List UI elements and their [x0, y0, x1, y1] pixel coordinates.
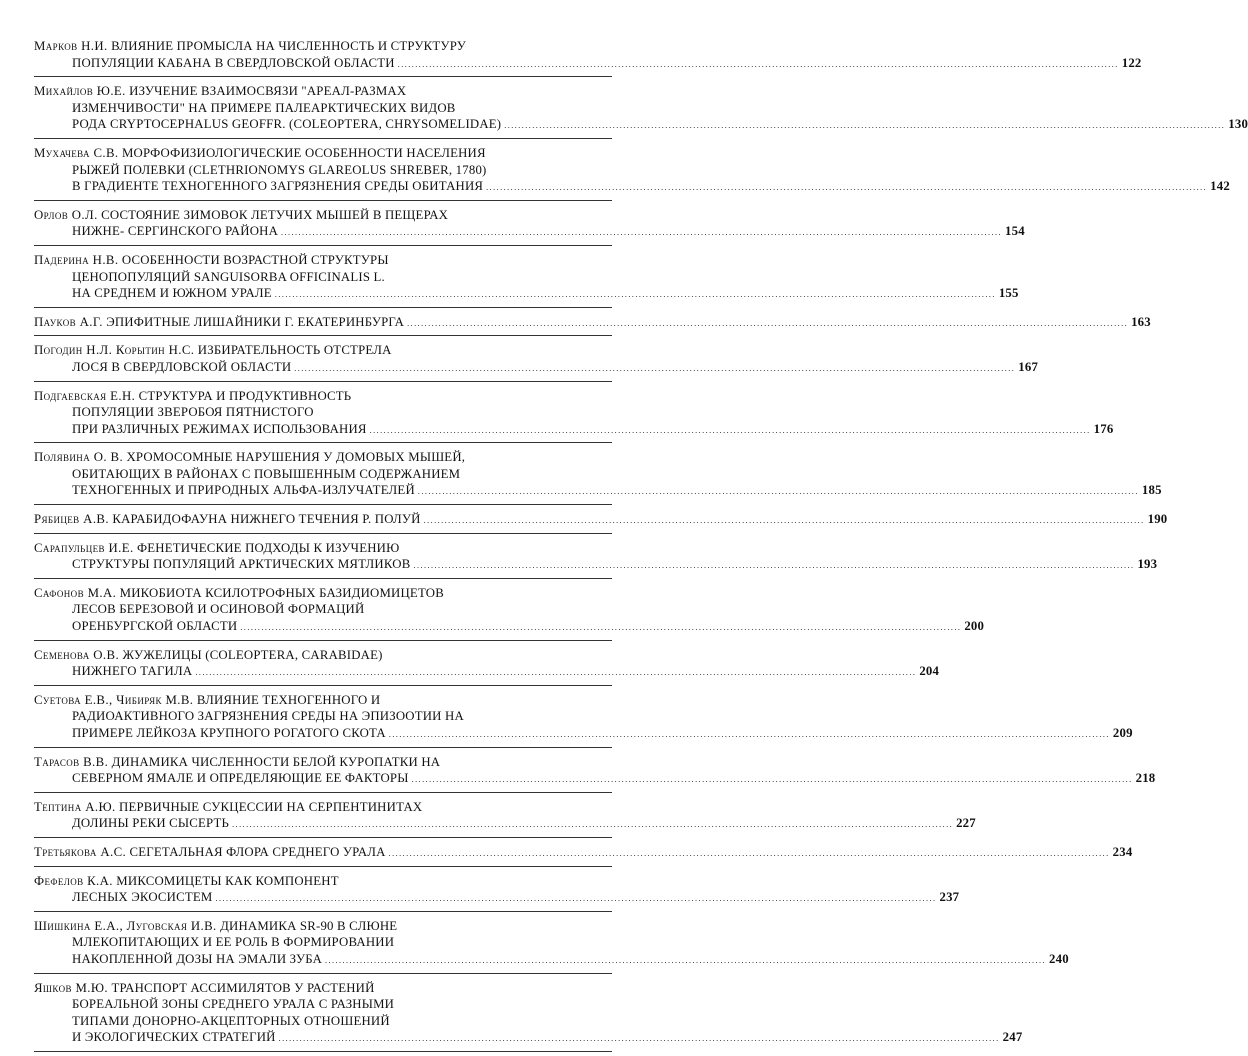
toc-entry-title-line: МОРФОФИЗИОЛОГИЧЕСКИЕ ОСОБЕННОСТИ НАСЕЛЕНИЯ — [121, 145, 486, 160]
toc-entry — [34, 645, 940, 686]
toc-entry-line — [34, 934, 612, 951]
toc-entry-line — [34, 342, 612, 359]
toc-entry-title-line: ОРЕНБУРГСКОЙ ОБЛАСТИ — [72, 619, 238, 634]
toc-entry-title-line: ЦЕНОПОПУЛЯЦИЙ SANGUISORBA OFFICINALIS L. — [72, 269, 385, 284]
toc-entry — [34, 81, 1248, 139]
toc-entry-last-line — [34, 421, 1114, 440]
toc-entry — [34, 447, 1162, 505]
toc-entry-title-line: ПОПУЛЯЦИИ ЗВЕРОБОЯ ПЯТНИСТОГО — [72, 405, 314, 420]
toc-entry-text — [34, 84, 406, 98]
toc-entry-line — [34, 585, 612, 602]
toc-entry-text — [72, 405, 314, 419]
toc-entry-text — [72, 223, 278, 240]
toc-entry-text — [72, 116, 501, 133]
toc-entry-text — [34, 874, 339, 888]
toc-entry-text — [72, 709, 464, 723]
page-number: 193 — [1137, 557, 1158, 572]
toc-entry-last-line — [34, 511, 1168, 530]
toc-entry-text — [34, 755, 440, 769]
dot-leader — [483, 180, 1210, 197]
toc-entry-author: Орлов О.Л. — [34, 207, 98, 222]
toc-entry — [34, 916, 1069, 974]
toc-entry-text — [34, 981, 375, 995]
toc-entry-last-line — [34, 1029, 1023, 1048]
toc-entry-line — [34, 252, 612, 269]
toc-entry-text — [72, 421, 367, 438]
toc-entry-line — [34, 647, 612, 664]
page-number: 122 — [1121, 55, 1142, 70]
toc-entry-text — [72, 359, 291, 376]
toc-entry-author: Яшков М.Ю. — [34, 980, 109, 995]
toc-entry-text — [72, 997, 394, 1011]
dot-leader — [291, 361, 1018, 378]
toc-entry-title-line: ФЕНЕТИЧЕСКИЕ ПОДХОДЫ К ИЗУЧЕНИЮ — [136, 540, 400, 555]
toc-entry-text — [72, 482, 415, 499]
toc-entry-author: Фефелов К.А. — [34, 873, 113, 888]
toc-entry-title-line: ОСОБЕННОСТИ ВОЗРАСТНОЙ СТРУКТУРЫ — [121, 252, 389, 267]
dot-leader — [278, 225, 1005, 242]
toc-entry-title-line: ЖУЖЕЛИЦЫ (COLEOPTERA, CARABIDAE) — [122, 647, 383, 662]
toc-entry-author: Михайлов Ю.Е. — [34, 84, 126, 99]
toc-entry-author: Шишкина Е.А., Луговская И.В. — [34, 918, 217, 933]
toc-entry-title-line: ЛОСЯ В СВЕРДЛОВСКОЙ ОБЛАСТИ — [72, 359, 292, 374]
toc-entry-last-line — [34, 116, 1248, 135]
toc-entry-title-line: ТИПАМИ ДОНОРНО-АКЦЕПТОРНЫХ ОТНОШЕНИЙ — [72, 1013, 390, 1028]
toc-entry-text — [72, 467, 460, 481]
toc-entry-line — [34, 918, 612, 935]
toc-entry-title-line: СОСТОЯНИЕ ЗИМОВОК ЛЕТУЧИХ МЫШЕЙ В ПЕЩЕРАХ — [101, 207, 449, 222]
toc-entry — [34, 978, 1023, 1052]
toc-entry-text — [34, 648, 383, 662]
toc-entry-title-line: ХРОМОСОМНЫЕ НАРУШЕНИЯ У ДОМОВЫХ МЫШЕЙ, — [126, 450, 466, 465]
page-number: 227 — [956, 816, 976, 831]
toc-entry-title-line: НИЖНЕГО ТАГИЛА — [72, 664, 193, 679]
toc-entry-line — [34, 162, 612, 179]
toc-entry-last-line — [34, 314, 1151, 333]
toc-entry-title-line: СТРУКТУРЫ ПОПУЛЯЦИЙ АРКТИЧЕСКИХ МЯТЛИКОВ — [72, 557, 411, 572]
toc-entry-title-line: ТРАНСПОРТ АССИМИЛЯТОВ У РАСТЕНИЙ — [111, 980, 375, 995]
toc-entry — [34, 690, 1133, 748]
page-number: 204 — [919, 664, 940, 679]
page-number: 142 — [1210, 179, 1230, 194]
page-number: 190 — [1147, 512, 1168, 527]
toc-entry-line — [34, 980, 612, 997]
toc-entry — [34, 797, 976, 838]
toc-entry-line — [34, 404, 612, 421]
toc-entry — [34, 312, 1151, 337]
toc-entry — [34, 752, 1156, 793]
dot-leader — [367, 423, 1094, 440]
toc-entry-title-line: РОДА CRYPTOCEPHALUS GEOFFR. (COLEOPTERA, CHRYSOMELIDAE) — [72, 117, 502, 132]
toc-entry-title-line: НА СРЕДНЕМ И ЮЖНОМ УРАЛЕ — [72, 286, 272, 301]
toc-entry-last-line — [34, 663, 940, 682]
dot-leader — [192, 665, 919, 682]
toc-entry — [34, 538, 1158, 579]
dot-leader — [386, 846, 1113, 863]
toc-entry-text — [34, 511, 421, 528]
toc-entry-title-line: НИЖНЕ- СЕРГИНСКОГО РАЙОНА — [72, 224, 279, 239]
toc-entry-author: Падерина Н.В. — [34, 252, 119, 267]
toc-entry-author: Подгаевская Е.Н. — [34, 388, 136, 403]
toc-entry-line — [34, 145, 612, 162]
toc-entry-title-line: ИЗБИРАТЕЛЬНОСТЬ ОТСТРЕЛА — [197, 343, 392, 358]
toc-entry-title-line: МИКСОМИЦЕТЫ КАК КОМПОНЕНТ — [116, 873, 339, 888]
toc-entry — [34, 509, 1168, 534]
dot-leader — [404, 316, 1131, 333]
toc-entry-title-line: ПЕРВИЧНЫЕ СУКЦЕССИИ НА СЕРПЕНТИНИТАХ — [119, 799, 423, 814]
page-number: 234 — [1112, 844, 1133, 859]
toc-entry-title-line: ТЕХНОГЕННЫХ И ПРИРОДНЫХ АЛЬФА-ИЗЛУЧАТЕЛЕЙ — [72, 483, 415, 498]
toc-entry-title-line: КАРАБИДОФАУНА НИЖНЕГО ТЕЧЕНИЯ Р. ПОЛУЙ — [112, 512, 421, 527]
dot-leader — [386, 727, 1113, 744]
toc-entry-last-line — [34, 55, 1142, 74]
toc-entry-text — [34, 208, 448, 222]
toc-entry-line — [34, 540, 612, 557]
toc-entry-last-line — [34, 844, 1133, 863]
toc-entry-author: Марков Н.И. — [34, 39, 108, 53]
toc-entry — [34, 36, 1142, 77]
toc-entry-text — [72, 101, 456, 115]
dot-leader — [409, 772, 1136, 789]
dot-leader — [501, 118, 1228, 135]
toc-entry-title-line: РАДИОАКТИВНОГО ЗАГРЯЗНЕНИЯ СРЕДЫ НА ЭПИЗООТИИ НА — [72, 709, 464, 724]
toc-entry-text — [34, 343, 392, 357]
toc-entry-text — [34, 314, 404, 331]
toc-entry-text — [72, 725, 386, 742]
toc-entry-line — [34, 100, 612, 117]
toc-entry — [34, 386, 1114, 444]
toc-entry-last-line — [34, 618, 985, 637]
toc-entry-title-line: ПРИ РАЗЛИЧНЫХ РЕЖИМАХ ИСПОЛЬЗОВАНИЯ — [72, 421, 367, 436]
table-of-contents — [34, 36, 1248, 1056]
dot-leader — [276, 1031, 1003, 1048]
toc-entry-author: Тептина А.Ю. — [34, 799, 116, 814]
toc-entry-text — [72, 270, 385, 284]
toc-entry — [34, 143, 1230, 201]
toc-entry-line — [34, 996, 612, 1013]
page-number: 209 — [1112, 726, 1133, 740]
toc-entry-line — [34, 38, 612, 55]
toc-entry-author: Третьякова А.С. — [34, 844, 127, 859]
toc-entry — [34, 205, 1025, 246]
toc-entry-title-line: МИКОБИОТА КСИЛОТРОФНЫХ БАЗИДИОМИЦЕТОВ — [119, 585, 444, 600]
toc-entry-text — [72, 556, 410, 573]
toc-entry-text — [72, 55, 395, 72]
toc-entry-line — [34, 873, 612, 890]
toc-entry-title-line: ВЛИЯНИЕ ТЕХНОГЕННОГО И — [196, 692, 381, 707]
toc-entry-last-line — [34, 725, 1133, 744]
page-number: 237 — [939, 890, 960, 905]
toc-entry-author: Тарасов В.В. — [34, 754, 109, 769]
toc-entry-text — [34, 389, 351, 403]
dot-leader — [229, 817, 956, 834]
toc-entry-last-line — [34, 889, 960, 908]
toc-entry-text — [72, 815, 229, 832]
toc-entry-text — [34, 39, 466, 53]
toc-entry-author: Погодин Н.Л. Корытин Н.С. — [34, 343, 195, 358]
toc-entry-text — [34, 146, 486, 160]
toc-entry-text — [72, 1014, 390, 1028]
toc-entry-title-line: ПРИМЕРЕ ЛЕЙКОЗА КРУПНОГО РОГАТОГО СКОТА — [72, 726, 386, 740]
toc-entry-text — [34, 919, 397, 933]
toc-entry-text — [34, 253, 389, 267]
page-number: 163 — [1131, 314, 1151, 329]
toc-entry — [34, 583, 985, 641]
page-number: 167 — [1018, 359, 1039, 374]
toc-entry-last-line — [34, 178, 1230, 197]
toc-entry-title-line: НАКОПЛЕННОЙ ДОЗЫ НА ЭМАЛИ ЗУБА — [72, 951, 323, 966]
toc-entry-line — [34, 388, 612, 405]
toc-entry-line — [34, 799, 612, 816]
toc-entry-title-line: ДИНАМИКА ЧИСЛЕННОСТИ БЕЛОЙ КУРОПАТКИ НА — [111, 754, 441, 769]
toc-entry-text — [72, 1029, 276, 1046]
toc-entry-last-line — [34, 223, 1025, 242]
toc-entry-line — [34, 708, 612, 725]
toc-entry-title-line: ДОЛИНЫ РЕКИ СЫСЕРТЬ — [72, 816, 230, 831]
dot-leader — [395, 57, 1122, 74]
toc-entry-last-line — [34, 556, 1158, 575]
toc-entry-title-line: СТРУКТУРА И ПРОДУКТИВНОСТЬ — [138, 388, 352, 403]
toc-entry-last-line — [34, 359, 1039, 378]
toc-entry-text — [72, 663, 192, 680]
toc-entry-title-line: ВЛИЯНИЕ ПРОМЫСЛА НА ЧИСЛЕННОСТЬ И СТРУКТУРУ — [111, 39, 466, 53]
toc-entry-text — [34, 586, 444, 600]
toc-entry-title-line: ОБИТАЮЩИХ В РАЙОНАХ С ПОВЫШЕННЫМ СОДЕРЖАНИЕМ — [72, 466, 461, 481]
toc-entry-text — [34, 541, 399, 555]
dot-leader — [237, 620, 964, 637]
toc-entry-author: Семенова О.В. — [34, 647, 120, 662]
toc-entry-last-line — [34, 285, 1019, 304]
toc-entry-author: Сарапульцев И.Е. — [34, 540, 134, 555]
toc-entry-last-line — [34, 951, 1069, 970]
toc-entry-line — [34, 466, 612, 483]
toc-entry-author: Мухачева С.В. — [34, 145, 119, 160]
toc-entry-author: Сафонов М.А. — [34, 585, 117, 600]
page-number: 130 — [1228, 117, 1248, 132]
toc-entry-last-line — [34, 482, 1162, 501]
toc-entry-title-line: В ГРАДИЕНТЕ ТЕХНОГЕННОГО ЗАГРЯЗНЕНИЯ СРЕДЫ ОБИТАНИЯ — [72, 179, 484, 194]
toc-entry-text — [72, 178, 483, 195]
dot-leader — [322, 953, 1049, 970]
toc-entry-line — [34, 692, 612, 709]
toc-entry-line — [34, 83, 612, 100]
toc-entry-line — [34, 269, 612, 286]
toc-entry-text — [72, 935, 394, 949]
toc-entry — [34, 250, 1019, 308]
toc-entry-text — [34, 800, 422, 814]
page-number: 154 — [1005, 224, 1025, 239]
toc-entry-title-line: СЕГЕТАЛЬНАЯ ФЛОРА СРЕДНЕГО УРАЛА — [129, 844, 386, 859]
toc-entry-author: Полявина О. В. — [34, 450, 124, 465]
toc-entry-title-line: ДИНАМИКА SR-90 В СЛЮНЕ — [220, 918, 398, 933]
toc-entry-title-line: МЛЕКОПИТАЮЩИХ И ЕЕ РОЛЬ В ФОРМИРОВАНИИ — [72, 935, 395, 950]
toc-entry-title-line: ЛЕСОВ БЕРЕЗОВОЙ И ОСИНОВОЙ ФОРМАЦИЙ — [72, 602, 365, 617]
dot-leader — [212, 891, 939, 908]
toc-entry-text — [72, 163, 487, 177]
toc-entry — [34, 871, 960, 912]
toc-entry-line — [34, 207, 612, 224]
toc-entry-title-line: ПОПУЛЯЦИИ КАБАНА В СВЕРДЛОВСКОЙ ОБЛАСТИ — [72, 55, 395, 70]
toc-entry-last-line — [34, 770, 1156, 789]
page-number: 155 — [998, 286, 1019, 301]
dot-leader — [421, 513, 1148, 530]
page-number: 240 — [1049, 951, 1069, 966]
toc-entry-text — [72, 285, 272, 302]
toc-entry-title-line: И ЭКОЛОГИЧЕСКИХ СТРАТЕГИЙ — [72, 1030, 276, 1045]
dot-leader — [410, 558, 1137, 575]
toc-entry-title-line: ИЗУЧЕНИЕ ВЗАИМОСВЯЗИ "АРЕАЛ-РАЗМАХ — [129, 84, 407, 99]
toc-entry — [34, 842, 1133, 867]
toc-entry-text — [34, 450, 465, 464]
toc-entry-text — [72, 770, 409, 787]
toc-entry-text — [72, 889, 212, 906]
toc-entry-author: Пауков А.Г. — [34, 314, 103, 329]
toc-entry-author: Суетова Е.В., Чибиряк М.В. — [34, 692, 194, 707]
dot-leader — [272, 287, 999, 304]
page-number: 200 — [964, 619, 985, 634]
toc-entry — [34, 340, 1039, 381]
toc-entry-text — [72, 618, 237, 635]
toc-entry-title-line: БОРЕАЛЬНОЙ ЗОНЫ СРЕДНЕГО УРАЛА С РАЗНЫМИ — [72, 997, 395, 1012]
toc-entry-title-line: ЭПИФИТНЫЕ ЛИШАЙНИКИ Г. ЕКАТЕРИНБУРГА — [106, 314, 405, 329]
toc-entry-line — [34, 449, 612, 466]
page-number: 218 — [1135, 771, 1156, 786]
toc-entry-title-line: ИЗМЕНЧИВОСТИ" НА ПРИМЕРЕ ПАЛЕАРКТИЧЕСКИХ ВИДОВ — [72, 100, 456, 115]
toc-entry-last-line — [34, 815, 976, 834]
toc-entry-line — [34, 754, 612, 771]
page-number: 176 — [1093, 421, 1114, 436]
toc-entry-text — [72, 951, 322, 968]
toc-entry-text — [34, 693, 380, 707]
toc-entry-text — [72, 602, 364, 616]
page-number: 185 — [1141, 483, 1162, 498]
toc-entry-title-line: РЫЖЕЙ ПОЛЕВКИ (CLETHRIONOMYS GLAREOLUS SHREBER, 1780) — [72, 162, 487, 177]
toc-entry-author: Рябицев А.В. — [34, 512, 109, 527]
toc-entry-title-line: СЕВЕРНОМ ЯМАЛЕ И ОПРЕДЕЛЯЮЩИЕ ЕЕ ФАКТОРЫ — [72, 771, 409, 786]
dot-leader — [415, 484, 1142, 501]
toc-entry-line — [34, 1013, 612, 1030]
toc-entry-title-line: ЛЕСНЫХ ЭКОСИСТЕМ — [72, 890, 213, 905]
page-number: 247 — [1002, 1030, 1023, 1045]
toc-entry-text — [34, 844, 386, 861]
toc-entry-line — [34, 601, 612, 618]
